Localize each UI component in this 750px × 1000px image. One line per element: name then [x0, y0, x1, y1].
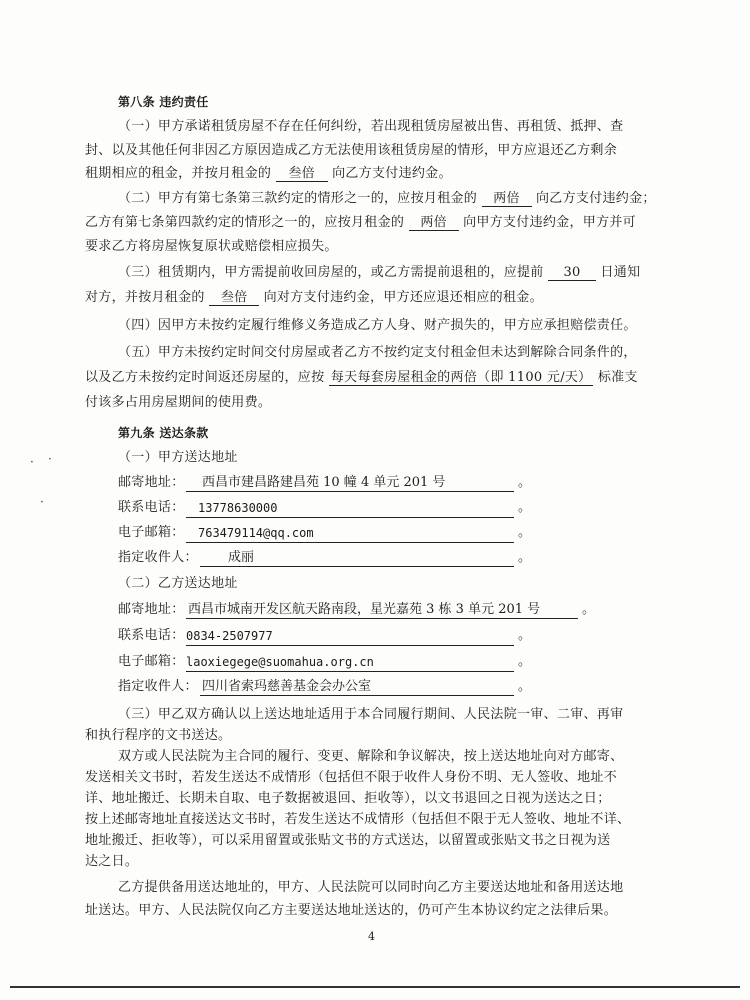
- party-a-address-label: 邮寄地址：: [118, 475, 185, 490]
- art8-para2-line3: 要求乙方将房屋恢复原状或赔偿相应损失。: [85, 239, 338, 254]
- art9-clause3-line8: 达之日。: [85, 854, 139, 869]
- scan-speck: ·: [40, 495, 44, 509]
- art8-para1-line3: [85, 166, 452, 182]
- art8-para4: （四）因甲方未按约定履行维修义务造成乙方人身、财产损失的，甲方应承担赔偿责任。: [118, 318, 637, 333]
- text: 向乙方支付违约金；: [535, 191, 656, 206]
- penalty-multiple: 叁倍: [209, 290, 259, 306]
- party-a-phone-value: [186, 500, 514, 518]
- party-b-address-value: [186, 602, 578, 619]
- end-mark: 。: [518, 550, 532, 565]
- art9-clause3-line6: 按上述邮寄地址直接送达文书时，若发生送达不成情形（包括但不限于无人签收、地址不详、: [85, 812, 631, 827]
- page-number: 4: [368, 930, 375, 943]
- party-b-address-label: 邮寄地址：: [118, 602, 185, 617]
- party-b-email-value: [186, 654, 514, 672]
- text: 以及乙方未按约定时间返还房屋的，应按: [85, 370, 325, 385]
- art8-para5-line1: （五）甲方未按约定时间交付房屋或者乙方不按约定支付租金但未达到解除合同条件的，: [118, 345, 637, 360]
- text: 向对方支付违约金，甲方还应退还相应的租金。: [263, 290, 543, 305]
- penalty-multiple: 叁倍: [276, 166, 328, 182]
- notice-days: 30: [548, 265, 596, 281]
- end-mark: 。: [518, 525, 532, 540]
- text: 四川省索玛慈善基金会办公室: [202, 679, 372, 694]
- scan-speck: ·: [48, 452, 52, 466]
- art9-clause3-line1: （三）甲乙双方确认以上送达地址适用于本合同履行期间、人民法院一审、二审、再审: [118, 707, 624, 722]
- art9-clause3-line3: 双方或人民法院为主合同的履行、变更、解除和争议解决，按上送达地址向对方邮寄、: [118, 749, 624, 764]
- scan-bottom-edge: [10, 986, 740, 988]
- penalty-multiple: 两倍: [409, 215, 459, 231]
- text: 763479114@qq.com: [198, 526, 314, 540]
- art9-clause3-line5: 详、地址搬迁、长期未自取、电子数据被退回、拒收等），以文书退回之日视为送达之日；: [85, 791, 611, 806]
- text: 13778630000: [198, 501, 278, 515]
- text: （二）甲方有第七条第三款约定的情形之一的，应按月租金的: [118, 191, 478, 206]
- party-a-address-value: [186, 475, 514, 492]
- text: 向甲方支付违约金，甲方并可: [463, 215, 636, 230]
- art8-para3-line2: [85, 290, 543, 306]
- party-b-phone-label: 联系电话：: [118, 628, 185, 643]
- text: 西昌市城南开发区航天路南段，星光嘉苑 3 栋 3 单元 201 号: [188, 602, 541, 617]
- art8-para3-line1: [118, 265, 640, 281]
- end-mark: 。: [518, 500, 532, 515]
- party-b-address-title: （二）乙方送达地址: [118, 576, 238, 591]
- text: 乙方有第七条第四款约定的情形之一的，应按月租金的: [85, 215, 405, 230]
- text: 西昌市建昌路建昌苑 10 幢 4 单元 201 号: [202, 475, 446, 490]
- art8-para2-line1: [118, 191, 656, 207]
- end-mark: 。: [518, 654, 532, 669]
- art9-clause3-line4: 发送相关文书时，若发生送达不成情形（包括但不限于收件人身份不明、无人签收、地址不: [85, 770, 618, 785]
- text: 向乙方支付违约金。: [332, 166, 452, 181]
- party-a-recipient-label: 指定收件人：: [118, 550, 198, 565]
- end-mark: 。: [518, 475, 532, 490]
- party-b-recipient-value: [200, 679, 514, 696]
- text: 成丽: [228, 550, 255, 565]
- text: 标准支: [597, 370, 638, 385]
- party-a-email-label: 电子邮箱：: [118, 525, 185, 540]
- party-a-email-value: [186, 525, 514, 543]
- article-9-heading: 第九条 送达条款: [118, 426, 209, 440]
- text: 0834-2507977: [186, 629, 273, 643]
- party-a-address-title: （一）甲方送达地址: [118, 450, 238, 465]
- party-a-phone-label: 联系电话：: [118, 500, 185, 515]
- art8-para2-line2: [85, 215, 636, 231]
- art9-clause3-line2: 和执行程序的文书送达。: [85, 728, 232, 743]
- party-b-email-label: 电子邮箱：: [118, 654, 185, 669]
- art9-clause4-line1: 乙方提供备用送达地址的，甲方、人民法院可以同时向乙方主要送达地址和备用送达地: [118, 880, 624, 895]
- end-mark: 。: [518, 679, 532, 694]
- art8-para1-line2: 封、以及其他任何非因乙方原因造成乙方无法使用该租赁房屋的情形，甲方应退还乙方剩余: [85, 143, 618, 158]
- end-mark: 。: [582, 602, 596, 617]
- occupancy-fee-rate: 每天每套房屋租金的两倍（即 1100 元/天）: [330, 370, 592, 385]
- end-mark: 。: [518, 628, 532, 643]
- text: laoxiegege@suomahua.org.cn: [186, 655, 374, 669]
- party-b-phone-value: [186, 628, 514, 646]
- party-a-recipient-value: [200, 550, 514, 567]
- text: （三）租赁期内，甲方需提前收回房屋的，或乙方需提前退租的，应提前: [118, 265, 544, 280]
- text: 租期相应的租金，并按月租金的: [85, 166, 272, 181]
- text: 日通知: [600, 265, 641, 280]
- party-b-recipient-label: 指定收件人：: [118, 679, 198, 694]
- text: 对方，并按月租金的: [85, 290, 205, 305]
- art8-para1-line1: （一）甲方承诺租赁房屋不存在任何纠纷，若出现租赁房屋被出售、再租赁、抵押、查: [118, 119, 624, 134]
- article-8-heading: 第八条 违约责任: [118, 95, 209, 109]
- art8-para5-line2: [85, 370, 638, 386]
- scan-speck: ·: [30, 455, 34, 469]
- penalty-multiple: 两倍: [482, 191, 532, 207]
- art8-para5-line3: 付该多占用房屋期间的使用费。: [85, 395, 272, 410]
- art9-clause4-line2: 址送达。甲方、人民法院仅向乙方主要送达地址送达的，仍可产生本协议约定之法律后果。: [85, 903, 618, 918]
- art9-clause3-line7: 地址搬迁、拒收等），可以采用留置或张贴文书的方式送达，以留置或张贴文书之日视为送: [85, 833, 611, 848]
